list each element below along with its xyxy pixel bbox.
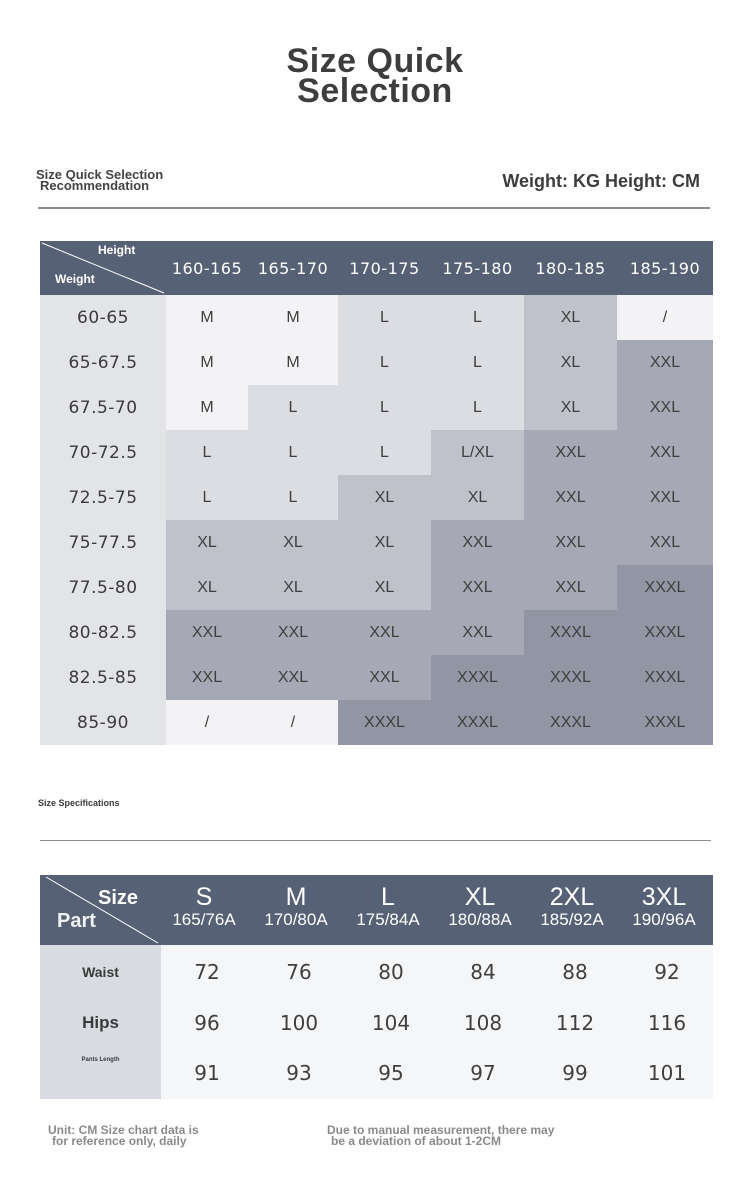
size-cell: XXL xyxy=(166,610,248,655)
size-cell: L xyxy=(431,385,524,430)
corner-height-label: Height xyxy=(98,243,136,257)
measurement-cell: 97 xyxy=(470,1061,496,1085)
unit-note-line1: Unit: CM Size chart data is xyxy=(48,1123,199,1137)
units-label: Weight: KG Height: CM xyxy=(502,171,700,191)
recommendation-title xyxy=(36,169,163,191)
size-cell: / xyxy=(248,700,338,745)
size-cell: M xyxy=(166,340,248,385)
page-title-line2: Selection xyxy=(297,72,453,110)
weight-row-header: 75-77.5 xyxy=(40,520,166,565)
measurement-cell: 116 xyxy=(647,1010,687,1035)
corner-part-label: Part xyxy=(57,910,96,932)
size-cell: XXL xyxy=(338,610,431,655)
height-column-header: 165-170 xyxy=(248,241,338,295)
size-cell: XL xyxy=(524,340,617,385)
size-cell: XXL xyxy=(524,520,617,565)
size-name: S xyxy=(195,883,213,911)
size-cell: XXL xyxy=(431,565,524,610)
measurement-cell: 76 xyxy=(286,959,312,984)
size-cell: XXL xyxy=(431,520,524,565)
size-cell: XXL xyxy=(248,610,338,655)
size-cell: XXL xyxy=(166,655,248,700)
size-cell: XL xyxy=(338,520,431,565)
size-cell: XXL xyxy=(617,520,713,565)
size-name: L xyxy=(381,883,395,911)
size-code: 185/92A xyxy=(540,910,604,929)
size-cell: XXXL xyxy=(524,655,617,700)
size-cell: M xyxy=(166,385,248,430)
height-column-header: 170-175 xyxy=(338,241,431,295)
divider xyxy=(38,207,710,209)
measurement-cell: 100 xyxy=(279,1010,319,1035)
weight-row-header: 70-72.5 xyxy=(40,430,166,475)
size-cell: L xyxy=(338,295,431,340)
weight-row-header: 82.5-85 xyxy=(40,655,166,700)
size-cell: L xyxy=(166,475,248,520)
measurement-cell: 91 xyxy=(194,1061,220,1085)
size-name: 3XL xyxy=(641,883,687,911)
part-row-header: Waist xyxy=(40,945,161,998)
size-name: XL xyxy=(464,883,496,911)
divider xyxy=(40,840,711,841)
size-name: M xyxy=(285,883,307,911)
size-code: 170/80A xyxy=(264,910,328,929)
size-cell: XXXL xyxy=(338,700,431,745)
table-corner-header xyxy=(40,241,166,295)
part-row-header: Pants Length xyxy=(40,1047,161,1099)
size-cell: L xyxy=(431,340,524,385)
size-column-header xyxy=(339,875,437,945)
recommendation-title-line2: Recommendation xyxy=(40,178,150,193)
measurement-cell: 108 xyxy=(463,1010,503,1035)
size-cell: XXXL xyxy=(617,700,713,745)
size-cell: XXL xyxy=(617,340,713,385)
page-title xyxy=(0,42,750,110)
weight-row-header: 67.5-70 xyxy=(40,385,166,430)
height-column-header: 180-185 xyxy=(524,241,617,295)
size-cell: XXL xyxy=(617,475,713,520)
size-cell: XXXL xyxy=(617,655,713,700)
size-column-header xyxy=(431,875,529,945)
height-column-header: 160-165 xyxy=(166,241,248,295)
page-title-line1: Size Quick xyxy=(286,42,464,80)
size-column-header xyxy=(155,875,253,945)
corner-weight-label: Weight xyxy=(55,272,95,286)
size-cell: L xyxy=(338,340,431,385)
size-cell: XL xyxy=(524,295,617,340)
measurement-cell: 88 xyxy=(562,959,588,984)
measurement-cell: 99 xyxy=(562,1061,588,1085)
size-cell: XXXL xyxy=(617,565,713,610)
size-cell: L xyxy=(338,385,431,430)
size-name: 2XL xyxy=(549,883,595,911)
size-quick-table xyxy=(40,241,713,745)
measurement-cell: 112 xyxy=(555,1010,595,1035)
size-cell: XXL xyxy=(617,385,713,430)
size-cell: XXXL xyxy=(524,700,617,745)
size-cell: XL xyxy=(248,520,338,565)
deviation-note-line2: be a deviation of about 1-2CM xyxy=(331,1134,502,1148)
size-cell: XXL xyxy=(617,430,713,475)
size-cell: M xyxy=(248,340,338,385)
measurement-cell: 84 xyxy=(470,959,496,984)
size-cell: L xyxy=(431,295,524,340)
spec-corner-header xyxy=(40,875,161,945)
size-cell: XXL xyxy=(338,655,431,700)
size-spec-table xyxy=(40,875,713,1099)
size-code: 175/84A xyxy=(356,910,420,929)
weight-row-header: 85-90 xyxy=(40,700,166,745)
size-cell: XL xyxy=(524,385,617,430)
measurement-cell: 72 xyxy=(194,959,220,984)
size-cell: L xyxy=(338,430,431,475)
size-cell: / xyxy=(617,295,713,340)
size-cell: XXL xyxy=(524,565,617,610)
size-cell: L xyxy=(248,475,338,520)
deviation-note-line1: Due to manual measurement, there may xyxy=(327,1123,555,1137)
size-cell: XXXL xyxy=(431,655,524,700)
size-cell: XXXL xyxy=(617,610,713,655)
size-cell: M xyxy=(248,295,338,340)
measurement-cell: 93 xyxy=(286,1061,312,1085)
weight-row-header: 72.5-75 xyxy=(40,475,166,520)
size-cell: XL xyxy=(338,475,431,520)
size-cell: / xyxy=(166,700,248,745)
size-cell: XXL xyxy=(248,655,338,700)
unit-note xyxy=(48,1125,199,1147)
size-cell: XXXL xyxy=(524,610,617,655)
size-cell: L xyxy=(248,430,338,475)
size-cell: XL xyxy=(248,565,338,610)
size-code: 190/96A xyxy=(632,910,696,929)
size-cell: XXXL xyxy=(431,700,524,745)
size-cell: XL xyxy=(166,520,248,565)
part-row-header: Hips xyxy=(40,998,161,1047)
size-cell: XL xyxy=(166,565,248,610)
size-specifications-title: Size Specifications xyxy=(38,798,120,808)
weight-row-header: 80-82.5 xyxy=(40,610,166,655)
measurement-cell: 92 xyxy=(654,959,680,984)
height-column-header: 175-180 xyxy=(431,241,524,295)
size-cell: XXL xyxy=(524,430,617,475)
size-code: 180/88A xyxy=(448,910,512,929)
unit-note-line2: for reference only, daily xyxy=(52,1134,187,1148)
measurement-cell: 101 xyxy=(647,1061,687,1085)
size-cell: XXL xyxy=(431,610,524,655)
size-cell: L xyxy=(166,430,248,475)
height-column-header: 185-190 xyxy=(617,241,713,295)
weight-row-header: 65-67.5 xyxy=(40,340,166,385)
size-cell: M xyxy=(166,295,248,340)
measurement-cell: 96 xyxy=(194,1010,220,1035)
size-code: 165/76A xyxy=(172,910,236,929)
size-cell: XXL xyxy=(524,475,617,520)
recommendation-title-line1: Size Quick Selection xyxy=(36,167,164,182)
size-column-header xyxy=(523,875,621,945)
size-cell: XL xyxy=(338,565,431,610)
size-cell: XL xyxy=(431,475,524,520)
corner-size-label: Size xyxy=(98,887,139,909)
deviation-note xyxy=(327,1125,554,1147)
size-column-header xyxy=(615,875,713,945)
size-cell: L/XL xyxy=(431,430,524,475)
measurement-cell: 95 xyxy=(378,1061,404,1085)
size-cell: L xyxy=(248,385,338,430)
measurement-cell: 104 xyxy=(371,1010,411,1035)
measurement-cell: 80 xyxy=(378,959,404,984)
weight-row-header: 60-65 xyxy=(40,295,166,340)
weight-row-header: 77.5-80 xyxy=(40,565,166,610)
size-column-header xyxy=(247,875,345,945)
